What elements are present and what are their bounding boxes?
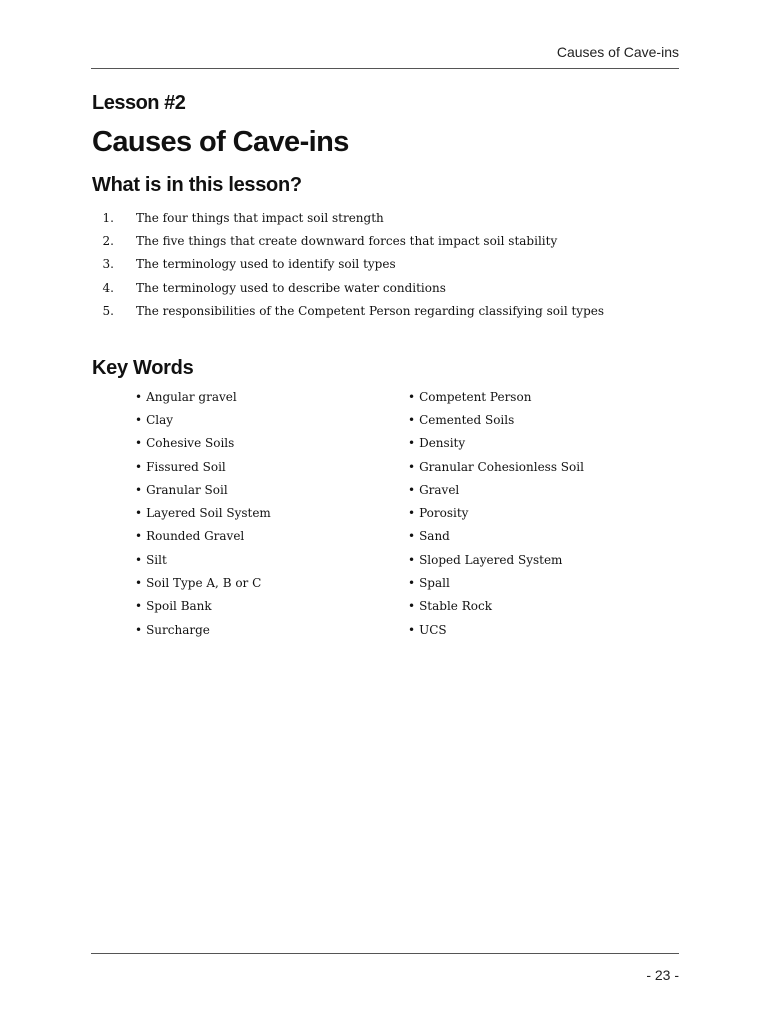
key-word-text: Soil Type A, B or C (146, 576, 262, 591)
key-word-item (408, 548, 584, 571)
bullet-icon: • (408, 529, 416, 544)
lesson-number: Lesson #2 (92, 92, 186, 114)
bullet-icon: • (135, 529, 143, 544)
key-word-item (408, 618, 584, 641)
bullet-icon: • (408, 576, 416, 591)
key-word-item (408, 408, 584, 431)
list-item (92, 206, 692, 229)
key-word-item (408, 385, 584, 408)
bullet-icon: • (408, 599, 416, 614)
bullet-icon: • (135, 552, 143, 567)
objectives-list (92, 206, 692, 322)
list-item-text: The responsibilities of the Competent Person regarding classifying soil types (136, 303, 605, 318)
key-word-item (408, 595, 584, 618)
list-item-text: The terminology used to describe water conditions (136, 280, 446, 295)
key-word-item (408, 571, 584, 594)
key-word-item (135, 455, 271, 478)
key-word-item (135, 478, 271, 501)
objectives-heading: What is in this lesson? (92, 174, 302, 196)
key-word-text: Stable Rock (419, 599, 492, 614)
list-item-text: The four things that impact soil strength (136, 210, 384, 225)
key-word-item (408, 525, 584, 548)
bullet-icon: • (135, 436, 143, 451)
key-word-text: Granular Cohesionless Soil (419, 459, 584, 474)
bullet-icon: • (408, 436, 416, 451)
key-word-item (408, 501, 584, 524)
key-word-item (408, 432, 584, 455)
key-word-item (135, 501, 271, 524)
bullet-icon: • (408, 506, 416, 521)
key-word-text: Silt (146, 552, 167, 567)
bullet-icon: • (408, 622, 416, 637)
key-word-item (135, 618, 271, 641)
bullet-icon: • (135, 412, 143, 427)
list-item-text: The five things that create downward forces that impact soil stability (136, 233, 558, 248)
running-header: Causes of Cave-ins (556, 44, 679, 60)
key-word-item (135, 385, 271, 408)
key-word-text: Cemented Soils (419, 412, 515, 427)
list-item (92, 276, 692, 299)
list-item-number: 4. (102, 280, 114, 295)
list-item-text: The terminology used to identify soil types (136, 257, 396, 272)
list-item-number: 5. (102, 303, 114, 318)
key-words-left-column (135, 385, 271, 641)
key-word-item (135, 432, 271, 455)
key-word-text: Clay (146, 412, 174, 427)
key-word-item (408, 455, 584, 478)
bullet-icon: • (135, 482, 143, 497)
key-words-right-column (408, 385, 584, 641)
key-word-text: Angular gravel (146, 389, 237, 404)
page-number: - 23 - (646, 967, 679, 983)
key-word-item (408, 478, 584, 501)
key-word-item (135, 548, 271, 571)
bullet-icon: • (135, 622, 143, 637)
bullet-icon: • (408, 389, 416, 404)
key-word-text: Sand (419, 529, 450, 544)
key-word-text: Surcharge (146, 622, 210, 637)
key-word-text: Spoil Bank (146, 599, 212, 614)
key-word-text: Rounded Gravel (146, 529, 245, 544)
page-title: Causes of Cave-ins (92, 126, 349, 158)
key-word-text: Density (419, 436, 466, 451)
key-word-item (135, 595, 271, 618)
bullet-icon: • (408, 482, 416, 497)
key-word-text: Fissured Soil (146, 459, 226, 474)
bullet-icon: • (135, 576, 143, 591)
bullet-icon: • (135, 506, 143, 521)
list-item-number: 1. (102, 210, 114, 225)
key-word-item (135, 571, 271, 594)
bullet-icon: • (408, 412, 416, 427)
key-word-text: Layered Soil System (146, 506, 271, 521)
key-words-heading: Key Words (92, 357, 194, 379)
list-item (92, 299, 692, 322)
key-word-text: UCS (419, 622, 447, 637)
key-word-text: Competent Person (419, 389, 532, 404)
list-item (92, 229, 692, 252)
key-word-text: Granular Soil (146, 482, 228, 497)
list-item-number: 2. (102, 233, 114, 248)
key-word-item (135, 408, 271, 431)
key-word-text: Cohesive Soils (146, 436, 235, 451)
header-rule (91, 68, 679, 69)
bullet-icon: • (135, 459, 143, 474)
bullet-icon: • (408, 459, 416, 474)
footer-rule (91, 953, 679, 954)
bullet-icon: • (135, 599, 143, 614)
key-word-text: Spall (419, 576, 450, 591)
bullet-icon: • (135, 389, 143, 404)
bullet-icon: • (408, 552, 416, 567)
key-word-text: Sloped Layered System (419, 552, 563, 567)
list-item (92, 253, 692, 276)
list-item-number: 3. (102, 257, 114, 272)
key-word-text: Porosity (419, 506, 469, 521)
key-word-item (135, 525, 271, 548)
key-word-text: Gravel (419, 482, 460, 497)
